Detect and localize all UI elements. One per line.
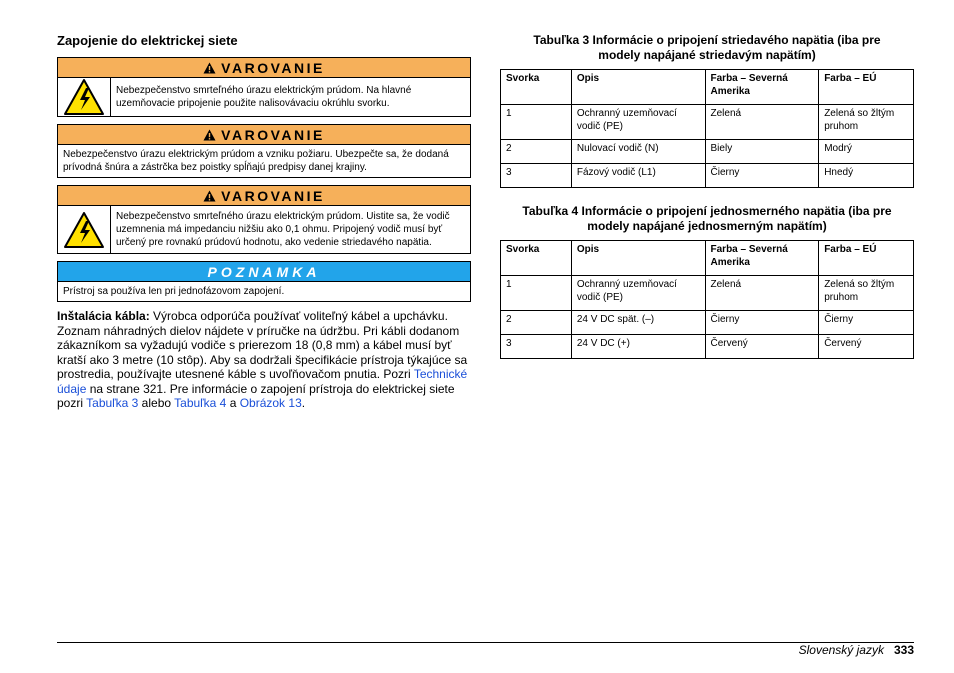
table-header-row [501,241,914,276]
header-cell: Svorka [501,70,572,105]
table-cell: Červený [705,335,819,359]
header-cell: Farba – EÚ [819,70,914,105]
install-text: . [301,396,306,410]
header-cell: Opis [571,70,705,105]
header-cell: Farba – Severná Amerika [705,241,819,276]
warning-triangle-icon [203,129,216,141]
table-row [501,164,914,188]
page-footer [799,643,914,657]
warning-text: Nebezpečenstvo smrteľného úrazu elektrickým prúdom. Na hlavné uzemňovacie pripojenie použite nalisovávaciu okrúhlu svorku. [116,85,412,109]
table-cell: Modrý [819,140,914,164]
install-label: Inštalácia kábla: [57,309,150,323]
table-cell: Ochranný uzemňovací vodič (PE) [571,276,705,311]
table-4-caption [500,204,914,234]
table-cell: 1 [501,276,572,311]
warning-label: VAROVANIE [221,59,325,76]
footer-divider [57,642,914,643]
caption-line: Tabuľka 3 Informácie o pripojení striedavého napätia (iba pre [533,33,881,47]
header-cell: Svorka [501,241,572,276]
warning-label: VAROVANIE [221,126,325,143]
table-4-link[interactable]: Tabuľka 4 [174,396,227,410]
table-cell: Zelená so žltým pruhom [819,105,914,140]
table-cell: Zelená so žltým pruhom [819,276,914,311]
table-cell: 2 [501,311,572,335]
table-4 [500,240,914,359]
warning-triangle-icon [203,62,216,74]
table-row [501,105,914,140]
table-cell: Čierny [705,164,819,188]
header-cell: Farba – EÚ [819,241,914,276]
table-cell: 24 V DC (+) [571,335,705,359]
table-cell: 24 V DC spät. (–) [571,311,705,335]
note-box [57,261,471,302]
table-row [501,140,914,164]
warning-box-2 [57,124,471,178]
electrical-hazard-icon [58,78,111,116]
cable-installation-paragraph [57,309,471,411]
warning-header [58,58,470,78]
right-column [500,33,914,375]
header-cell: Farba – Severná Amerika [705,70,819,105]
technical-data-link[interactable]: Technické údaje [57,367,468,396]
footer-language: Slovenský jazyk [798,643,884,657]
page-number: 333 [893,643,914,657]
table-row [501,335,914,359]
table-cell: Biely [705,140,819,164]
table-row [501,276,914,311]
warning-text: Nebezpečenstvo úrazu elektrickým prúdom a vzniku požiaru. Ubezpečte sa, že dodaná prívodná šnúra a zástrčka bez poistky spĺňajú predpisy danej krajiny. [63,149,449,173]
note-header: POZNAMKA [58,262,470,282]
table-cell: 2 [501,140,572,164]
table-row [501,311,914,335]
table-cell: Zelená [705,276,819,311]
table-cell: 3 [501,164,572,188]
warning-box-3 [57,185,471,254]
warning-box-1 [57,57,471,117]
table-cell: Čierny [819,311,914,335]
install-text: a [226,396,240,410]
warning-label: VAROVANIE [221,187,325,204]
header-cell: Opis [571,241,705,276]
table-cell: Červený [819,335,914,359]
table-cell: Fázový vodič (L1) [571,164,705,188]
caption-line: modely napájané striedavým napätím) [598,48,816,62]
section-title: Zapojenie do elektrickej siete [57,33,238,48]
table-3-link[interactable]: Tabuľka 3 [86,396,139,410]
table-header-row [501,70,914,105]
warning-triangle-icon [203,190,216,202]
caption-line: modely napájané jednosmerným napätím) [587,219,827,233]
install-text: alebo [138,396,175,410]
electrical-hazard-icon [58,206,111,253]
figure-13-link[interactable]: Obrázok 13 [239,396,302,410]
table-cell: 1 [501,105,572,140]
left-column [57,33,471,411]
table-cell: Zelená [705,105,819,140]
table-cell: Nulovací vodič (N) [571,140,705,164]
caption-line: Tabuľka 4 Informácie o pripojení jednosmerného napätia (iba pre [522,204,892,218]
install-text: Výrobca odporúča používať voliteľný kábel a upchávku. Zoznam náhradných dielov nájdete v príručke na údržbu. Pri kábli dodanom zákazníkom sa vyžadujú vodiče s prierezom 18 (0,8 mm) a kábel musí byť kratší ako 3 metre (10 stôp). Aby sa dodržali špecifikácie prístroja týkajúce sa prostredia, používajte utesnené káble s uvoľňovačom pnutia. Pozri [57,309,468,381]
install-text: na strane 321. Pre informácie o zapojení prístroja do elektrickej siete pozri [57,381,455,410]
table-cell: Ochranný uzemňovací vodič (PE) [571,105,705,140]
table-cell: 3 [501,335,572,359]
warning-header [58,186,470,206]
table-3-caption [500,33,914,63]
warning-header [58,125,470,145]
table-cell: Čierny [705,311,819,335]
table-3 [500,69,914,188]
table-cell: Hnedý [819,164,914,188]
note-text: Prístroj sa používa len pri jednofázovom zapojení. [63,286,285,297]
warning-text: Nebezpečenstvo smrteľného úrazu elektrickým prúdom. Uistite sa, že vodič uzemnenia má impedanciu nižšiu ako 0,1 ohmu. Pripojený vodič musí byť určený pre rovnakú prúdovú hodnotu, ako vedenie striedavého napätia. [116,211,450,248]
